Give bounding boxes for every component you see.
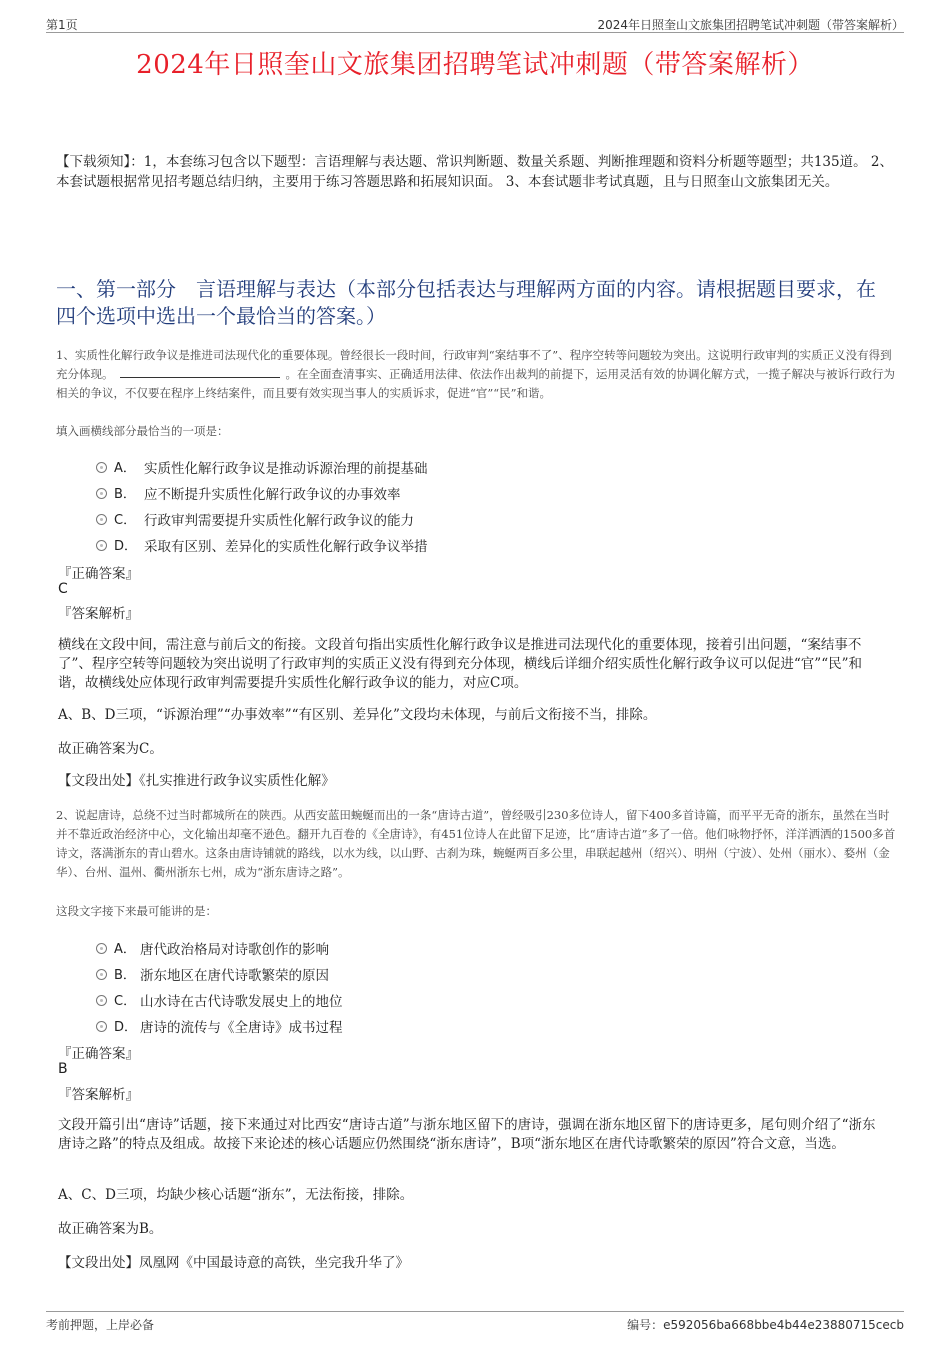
option-text: 行政审判需要提升实质性化解行政争议的能力	[144, 513, 414, 529]
header-doc-title: 2024年日照奎山文旅集团招聘笔试冲刺题（带答案解析）	[597, 18, 904, 32]
option-text: 浙东地区在唐代诗歌繁荣的原因	[140, 968, 329, 984]
option-letter: A．	[114, 461, 136, 476]
radio-button[interactable]	[96, 462, 107, 473]
option-letter: D．	[114, 539, 138, 554]
source-citation: 【文段出处】凤凰网《中国最诗意的高铁，坐完我升华了》	[58, 1255, 409, 1271]
analysis-paragraph: A、B、D三项，“诉源治理”“办事效率”“有区别、差异化”文段均未体现，与前后文衔接不当，排除。	[58, 707, 657, 723]
option-text: 实质性化解行政争议是推动诉源治理的前提基础	[144, 461, 428, 477]
question-2-text: 2、说起唐诗，总绕不过当时都城所在的陕西。从西安蓝田蜿蜒而出的一条“唐诗古道”，曾经吸引230多位诗人，留下400多首诗篇，而平平无奇的浙东，虽然在当时并不靠近政治经济中心，文化输出却毫不逊色。翻开九百卷的《全唐诗》，有451位诗人在此留下足迹，比“唐诗古道”多了一倍。他们咏物抒怀，洋洋洒洒的1500多首诗文，落满浙东的青山碧水。这条由唐诗铺就的路线，以水为线，以山野、古刹为珠，蜿蜒两百多公里，串联起越州（绍兴）、明州（宁波）、处州（丽水）、婺州（金华）、台州、温州、衢州浙东七州，成为“浙东唐诗之路”。	[56, 808, 896, 879]
option-text: 唐诗的流传与《全唐诗》成书过程	[140, 1020, 343, 1036]
correct-answer: B	[58, 1061, 68, 1077]
radio-button[interactable]	[96, 540, 107, 551]
page-number: 第1页	[46, 18, 78, 32]
footer-code-value: e592056ba668bbe4b44e23880715cecb	[663, 1318, 904, 1332]
question-1-blank	[120, 366, 280, 378]
analysis-paragraph: 横线在文段中间，需注意与前后文的衔接。文段首句指出实质性化解行政争议是推进司法现代化的重要体现，接着引出问题，“案结事不了”、程序空转等问题较为突出说明了行政审判的实质正义没有得到充分体现，横线后详细介绍实质性化解行政争议可以促进“官”“民”和谐，故横线处应体现行政审判需要提升实质性化解行政争议的能力，对应C项。	[58, 637, 863, 691]
page-footer	[46, 1311, 904, 1336]
option-letter: A．	[114, 942, 136, 957]
correct-answer-label: 『正确答案』	[58, 1046, 139, 1062]
correct-answer: C	[58, 581, 68, 597]
question-2-prompt: 这段文字接下来最可能讲的是：	[56, 904, 217, 918]
radio-button[interactable]	[96, 1021, 107, 1032]
question-1-text-before: 1、实质性化解行政争议是推进司法现代化的重要体现。曾经很长一段时间，行政审判“案结事不了”、程序空转等问题较为突出。这说明行政审判的实质正义没有得到充分体现。	[56, 348, 892, 381]
radio-button[interactable]	[96, 969, 107, 980]
question-1-text	[56, 346, 898, 403]
analysis-paragraph: 文段开篇引出“唐诗”话题，接下来通过对比西安“唐诗古道”与浙东地区留下的唐诗，强调在浙东地区留下的唐诗更多，尾句则介绍了“浙东唐诗之路”的特点及组成。故接下来论述的核心话题应仍然围绕“浙东唐诗”，B项“浙东地区在唐代诗歌繁荣的原因”符合文意，当选。	[58, 1117, 876, 1152]
analysis-conclusion: 故正确答案为C。	[58, 741, 163, 757]
option-letter: B．	[114, 487, 136, 502]
option-text: 山水诗在古代诗歌发展史上的地位	[140, 994, 343, 1010]
page-header	[46, 14, 904, 33]
question-1-prompt: 填入画横线部分最恰当的一项是：	[56, 424, 229, 438]
radio-button[interactable]	[96, 488, 107, 499]
option-letter: B．	[114, 968, 136, 983]
radio-button[interactable]	[96, 943, 107, 954]
source-citation: 【文段出处】《扎实推进行政争议实质性化解》	[58, 773, 335, 789]
option-letter: C．	[114, 513, 137, 528]
section-heading: 一、第一部分 言语理解与表达（本部分包括表达与理解两方面的内容。请根据题目要求，在四个选项中选出一个最恰当的答案。）	[56, 277, 876, 328]
radio-button[interactable]	[96, 514, 107, 525]
analysis-conclusion: 故正确答案为B。	[58, 1221, 163, 1237]
footer-code	[627, 1316, 904, 1333]
option-letter: D．	[114, 1020, 138, 1035]
analysis-label: 『答案解析』	[58, 1087, 139, 1103]
radio-button[interactable]	[96, 995, 107, 1006]
analysis-paragraph: A、C、D三项，均缺少核心话题“浙东”，无法衔接，排除。	[58, 1187, 414, 1203]
footer-code-label: 编号：	[627, 1318, 664, 1332]
correct-answer-label: 『正确答案』	[58, 566, 139, 582]
analysis-label: 『答案解析』	[58, 606, 139, 622]
document-title: 2024年日照奎山文旅集团招聘笔试冲刺题（带答案解析）	[136, 50, 814, 80]
option-letter: C．	[114, 994, 137, 1009]
option-text: 采取有区别、差异化的实质性化解行政争议举措	[144, 539, 428, 555]
option-text: 应不断提升实质性化解行政争议的办事效率	[144, 487, 401, 503]
footer-slogan: 考前押题，上岸必备	[46, 1318, 155, 1332]
question-1-text-after: 。在全面查清事实、正确适用法律、依法作出裁判的前提下，运用灵活有效的协调化解方式，一揽子解决与被诉行政行为相关的争议，不仅要在程序上终结案件，而且要有效实现当事人的实质诉求，促进“官”“民”和谐。	[56, 367, 895, 400]
option-text: 唐代政治格局对诗歌创作的影响	[140, 942, 329, 958]
download-notice: 【下载须知】：1，本套练习包含以下题型：言语理解与表达题、常识判断题、数量关系题、判断推理题和资料分析题等题型；共135道。 2、本套试题根据常见招考题总结归纳，主要用于练习答题思路和拓展知识面。 3、本套试题非考试真题，且与日照奎山文旅集团无关。	[56, 154, 893, 190]
